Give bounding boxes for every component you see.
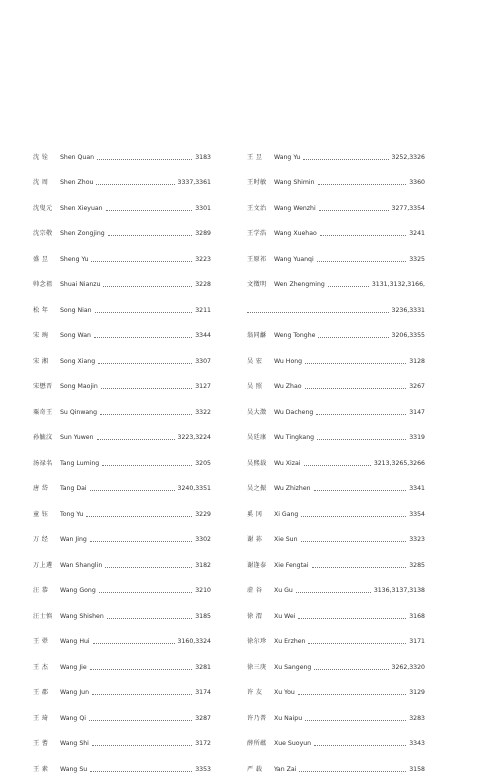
chinese-name: 吴廷康	[247, 434, 267, 442]
page-numbers: 3223,3224	[177, 434, 211, 442]
dot-leader	[312, 566, 407, 568]
pinyin-name: Wang Jie	[60, 663, 87, 671]
chinese-name: 沈 铨	[33, 153, 49, 161]
index-entry	[33, 502, 211, 528]
dot-leader	[317, 260, 407, 262]
page-numbers: 3168	[409, 612, 425, 620]
dot-leader	[102, 464, 192, 466]
index-entry	[33, 375, 211, 401]
page-numbers: 3131,3132,3166,	[371, 281, 425, 289]
dot-leader	[99, 591, 192, 593]
page-numbers: 3229	[195, 510, 211, 518]
chinese-name: 王 昱	[247, 153, 263, 161]
dot-leader	[320, 234, 406, 236]
dot-leader	[94, 336, 192, 338]
chinese-name: 宋 琬	[33, 332, 49, 340]
dot-leader	[97, 158, 192, 160]
page-numbers: 3211	[195, 306, 211, 314]
dot-leader	[299, 770, 406, 772]
chinese-name: 盛 昱	[33, 255, 49, 263]
pinyin-name: Sheng Yu	[60, 255, 89, 263]
dot-leader	[89, 719, 192, 721]
page-numbers: 3287	[195, 714, 211, 722]
chinese-name: 徐尔珍	[247, 638, 267, 646]
dot-leader	[96, 183, 174, 185]
index-entry	[247, 579, 425, 605]
page-numbers: 3182	[195, 561, 211, 569]
page-numbers: 3307	[195, 357, 211, 365]
index-entry	[247, 400, 425, 426]
page-numbers: 3277,3354	[391, 204, 425, 212]
pinyin-name: Song Nian	[60, 306, 92, 314]
chinese-name: 薛所蕴	[247, 740, 267, 748]
chinese-name: 万 经	[33, 536, 49, 544]
dot-leader	[106, 209, 193, 211]
dot-leader	[103, 285, 192, 287]
index-entry	[33, 706, 211, 732]
index-entry	[33, 477, 211, 503]
page-numbers: 3319	[409, 434, 425, 442]
index-entry	[33, 528, 211, 554]
page-numbers: 3322	[195, 408, 211, 416]
dot-leader	[105, 566, 192, 568]
dot-leader	[304, 464, 371, 466]
index-column-left	[33, 145, 211, 783]
pinyin-name: Wang Yu	[274, 153, 301, 161]
page-numbers: 3343	[409, 740, 425, 748]
page-numbers: 3337,3361	[177, 179, 211, 187]
index-entry	[247, 171, 425, 197]
chinese-name: 汪 恭	[33, 587, 49, 595]
dot-leader	[90, 668, 193, 670]
dot-leader	[318, 336, 388, 338]
pinyin-name: Wang Wenzhi	[274, 204, 316, 212]
pinyin-name: Wang Xuehao	[274, 230, 317, 238]
pinyin-name: Wang Shimin	[274, 179, 315, 187]
index-entry	[33, 171, 211, 197]
page-numbers: 3252,3326	[391, 153, 425, 161]
chinese-name: 文徵明	[247, 281, 267, 289]
index-entry	[247, 247, 425, 273]
index-entry	[33, 222, 211, 248]
index-entry	[33, 681, 211, 707]
pinyin-name: Wang Gong	[60, 587, 96, 595]
index-entry	[247, 426, 425, 452]
dot-leader	[95, 311, 193, 313]
pinyin-name: Xu Erzhen	[274, 638, 306, 646]
dot-leader	[316, 413, 406, 415]
page-numbers: 3302	[195, 536, 211, 544]
chinese-name: 宋 湘	[33, 357, 49, 365]
index-entry	[247, 528, 425, 554]
page-numbers: 3183	[195, 153, 211, 161]
pinyin-name: Wang Shi	[60, 740, 89, 748]
pinyin-name: Wang Hui	[60, 638, 90, 646]
index-entry	[247, 451, 425, 477]
chinese-name: 王 杰	[33, 663, 49, 671]
pinyin-name: Song Maojin	[60, 383, 98, 391]
chinese-name: 王 素	[33, 765, 49, 773]
page-numbers: 3285	[409, 561, 425, 569]
page-numbers: 3354	[409, 510, 425, 518]
dot-leader	[303, 158, 388, 160]
chinese-name: 王 翚	[33, 638, 49, 646]
pinyin-name: Sun Yuwen	[60, 434, 94, 442]
index-entry	[247, 681, 425, 707]
chinese-name: 翁同龢	[247, 332, 267, 340]
pinyin-name: Shen Zhou	[60, 179, 94, 187]
pinyin-name: Xue Suoyun	[274, 740, 312, 748]
chinese-name: 松 年	[33, 306, 49, 314]
chinese-name: 奚 冈	[247, 510, 263, 518]
pinyin-name: Yan Zai	[274, 765, 297, 773]
pinyin-name: Song Xiang	[60, 357, 96, 365]
pinyin-name: Xie Fengtai	[274, 561, 309, 569]
page-numbers: 3210	[195, 587, 211, 595]
chinese-name: 沈宗敬	[33, 230, 53, 238]
index-entry	[33, 655, 211, 681]
pinyin-name: Wu Zhizhen	[274, 485, 311, 493]
chinese-name: 孙毓汶	[33, 434, 53, 442]
pinyin-name: Tong Yu	[60, 510, 84, 518]
pinyin-name: Wan Jing	[60, 536, 87, 544]
chinese-name: 沈叟元	[33, 204, 53, 212]
chinese-name: 汪士慎	[33, 612, 53, 620]
index-entry	[33, 553, 211, 579]
page-numbers: 3353	[195, 765, 211, 773]
index-entry	[33, 451, 211, 477]
dot-leader	[92, 744, 192, 746]
index-column-right	[247, 145, 425, 783]
dot-leader	[93, 642, 175, 644]
dot-leader	[90, 489, 175, 491]
dot-leader	[90, 770, 192, 772]
page-numbers: 3289	[195, 230, 211, 238]
chinese-name: 许乃普	[247, 714, 267, 722]
index-entry	[247, 324, 425, 350]
page-numbers: 3240,3351	[177, 485, 211, 493]
pinyin-name: Shuai Nianzu	[60, 281, 101, 289]
index-entry	[33, 273, 211, 299]
pinyin-name: Wang Jun	[60, 689, 89, 697]
dot-leader	[90, 540, 192, 542]
pinyin-name: Wu Zhao	[274, 383, 302, 391]
index-entry	[247, 196, 425, 222]
pinyin-name: Shen Zongjing	[60, 230, 105, 238]
pinyin-name: Xu Gu	[274, 587, 293, 595]
dot-leader	[305, 362, 406, 364]
chinese-name: 徐三庚	[247, 663, 267, 671]
chinese-name: 吴熙载	[247, 459, 267, 467]
page-numbers: 3325	[409, 255, 425, 263]
page-numbers: 3262,3320	[391, 663, 425, 671]
dot-leader	[317, 438, 406, 440]
index-entry	[33, 426, 211, 452]
page-numbers: 3136,3137,3138	[373, 587, 425, 595]
dot-leader	[296, 591, 371, 593]
pinyin-name: Wang Shishen	[60, 612, 104, 620]
dot-leader	[314, 489, 407, 491]
index-entry	[33, 579, 211, 605]
index-entry	[33, 630, 211, 656]
pinyin-name: Wu Hong	[274, 357, 303, 365]
pinyin-name: Tang Luming	[60, 459, 100, 467]
chinese-name: 童 钰	[33, 510, 49, 518]
dot-leader	[92, 693, 192, 695]
pinyin-name: Xie Sun	[274, 536, 298, 544]
pinyin-name: Xu You	[274, 689, 295, 697]
chinese-name: 吴 照	[247, 383, 263, 391]
chinese-name: 严 载	[247, 765, 263, 773]
index-entry	[247, 630, 425, 656]
chinese-name: 沈 周	[33, 179, 49, 187]
index-entry	[33, 324, 211, 350]
dot-leader	[100, 413, 192, 415]
index-entry	[247, 655, 425, 681]
page-numbers: 3223	[195, 255, 211, 263]
pinyin-name: Shen Quan	[60, 153, 95, 161]
index-entry	[247, 732, 425, 758]
chinese-name: 宋懋晋	[33, 383, 53, 391]
chinese-name: 谢逢泰	[247, 561, 267, 569]
index-entry	[33, 349, 211, 375]
index-entry	[247, 298, 425, 324]
pinyin-name: Xu Naipu	[274, 714, 303, 722]
page-numbers: 3160,3324	[177, 638, 211, 646]
page-numbers: 3344	[195, 332, 211, 340]
pinyin-name: Wan Shanglin	[60, 561, 103, 569]
pinyin-name: Wang Su	[60, 765, 88, 773]
pinyin-name: Su Qinwang	[60, 408, 98, 416]
pinyin-name: Xi Gang	[274, 510, 299, 518]
dot-leader	[305, 719, 406, 721]
chinese-name: 许 友	[247, 689, 263, 697]
index-entry	[33, 298, 211, 324]
page-numbers: 3205	[195, 459, 211, 467]
index-entry	[33, 247, 211, 273]
page-numbers: 3267	[409, 383, 425, 391]
index-entry	[33, 400, 211, 426]
page-numbers: 3129	[409, 689, 425, 697]
index-entry	[247, 553, 425, 579]
page-numbers: 3174	[195, 689, 211, 697]
chinese-name: 汤禄名	[33, 459, 53, 467]
chinese-name: 王学浩	[247, 230, 267, 238]
page-numbers: 3236,3331	[391, 306, 425, 314]
index-entry	[247, 706, 425, 732]
pinyin-name: Wang Yuanqi	[274, 255, 314, 263]
pinyin-name: Tang Dai	[60, 485, 87, 493]
index-entry	[247, 502, 425, 528]
dot-leader	[298, 693, 406, 695]
index-entry	[247, 375, 425, 401]
dot-leader	[98, 362, 192, 364]
dot-leader	[86, 515, 192, 517]
dot-leader	[308, 642, 406, 644]
page-numbers: 3241	[409, 230, 425, 238]
page-numbers: 3172	[195, 740, 211, 748]
dot-leader	[314, 668, 388, 670]
pinyin-name: Song Wan	[60, 332, 91, 340]
pinyin-name: Xu Sangeng	[274, 663, 312, 671]
page-numbers: 3360	[409, 179, 425, 187]
chinese-name: 唐 岱	[33, 485, 49, 493]
page-numbers: 3171	[409, 638, 425, 646]
page-numbers: 3213,3265,3266	[373, 459, 425, 467]
page-numbers: 3185	[195, 612, 211, 620]
chinese-name: 粟奇王	[33, 408, 53, 416]
page-numbers: 3147	[409, 408, 425, 416]
chinese-name: 王时敏	[247, 179, 267, 187]
page-numbers: 3206,3355	[391, 332, 425, 340]
page-numbers: 3323	[409, 536, 425, 544]
dot-leader	[91, 260, 192, 262]
pinyin-name: Weng Tonghe	[274, 332, 316, 340]
chinese-name: 虚 谷	[247, 587, 263, 595]
page-numbers: 3128	[409, 357, 425, 365]
chinese-name: 万上遴	[33, 561, 53, 569]
chinese-name: 王 郡	[33, 689, 49, 697]
pinyin-name: Wen Zhengming	[274, 281, 325, 289]
dot-leader	[101, 387, 192, 389]
pinyin-name: Wu Dacheng	[274, 408, 314, 416]
chinese-name: 王文治	[247, 204, 267, 212]
index-entry	[33, 732, 211, 758]
dot-leader	[298, 617, 406, 619]
chinese-name: 王 琦	[33, 714, 49, 722]
index-entry	[247, 145, 425, 171]
index-entry	[33, 196, 211, 222]
chinese-name: 吴之振	[247, 485, 267, 493]
index-entry	[247, 349, 425, 375]
index-entry	[247, 273, 425, 299]
chinese-name: 徐 渭	[247, 612, 263, 620]
chinese-name: 谢 荪	[247, 536, 263, 544]
dot-leader	[108, 234, 193, 236]
index-entry	[33, 757, 211, 783]
dot-leader	[305, 387, 407, 389]
page-numbers: 3281	[195, 663, 211, 671]
index-entry	[247, 757, 425, 783]
index-entry	[33, 145, 211, 171]
page-numbers: 3283	[409, 714, 425, 722]
page-numbers: 3127	[195, 383, 211, 391]
dot-leader	[328, 285, 369, 287]
chinese-name: 王 蓍	[33, 740, 49, 748]
index-entry	[247, 222, 425, 248]
page-numbers: 3301	[195, 204, 211, 212]
pinyin-name: Shen Xieyuan	[60, 204, 103, 212]
page-numbers: 3341	[409, 485, 425, 493]
page-numbers: 3158	[409, 765, 425, 773]
index-entry	[247, 477, 425, 503]
dot-leader	[97, 438, 175, 440]
pinyin-name: Wu Tingkang	[274, 434, 315, 442]
dot-leader	[301, 540, 407, 542]
dot-leader	[107, 617, 192, 619]
chinese-name: 吴 宏	[247, 357, 263, 365]
pinyin-name: Xu Wei	[274, 612, 296, 620]
page-numbers: 3228	[195, 281, 211, 289]
pinyin-name: Wang Qi	[60, 714, 86, 722]
dot-leader	[247, 311, 389, 313]
dot-leader	[318, 183, 407, 185]
chinese-name: 吴大澂	[247, 408, 267, 416]
dot-leader	[319, 209, 389, 211]
pinyin-name: Wu Xizai	[274, 459, 301, 467]
chinese-name: 帅念祖	[33, 281, 53, 289]
dot-leader	[301, 515, 406, 517]
chinese-name: 王原祁	[247, 255, 267, 263]
dot-leader	[314, 744, 406, 746]
